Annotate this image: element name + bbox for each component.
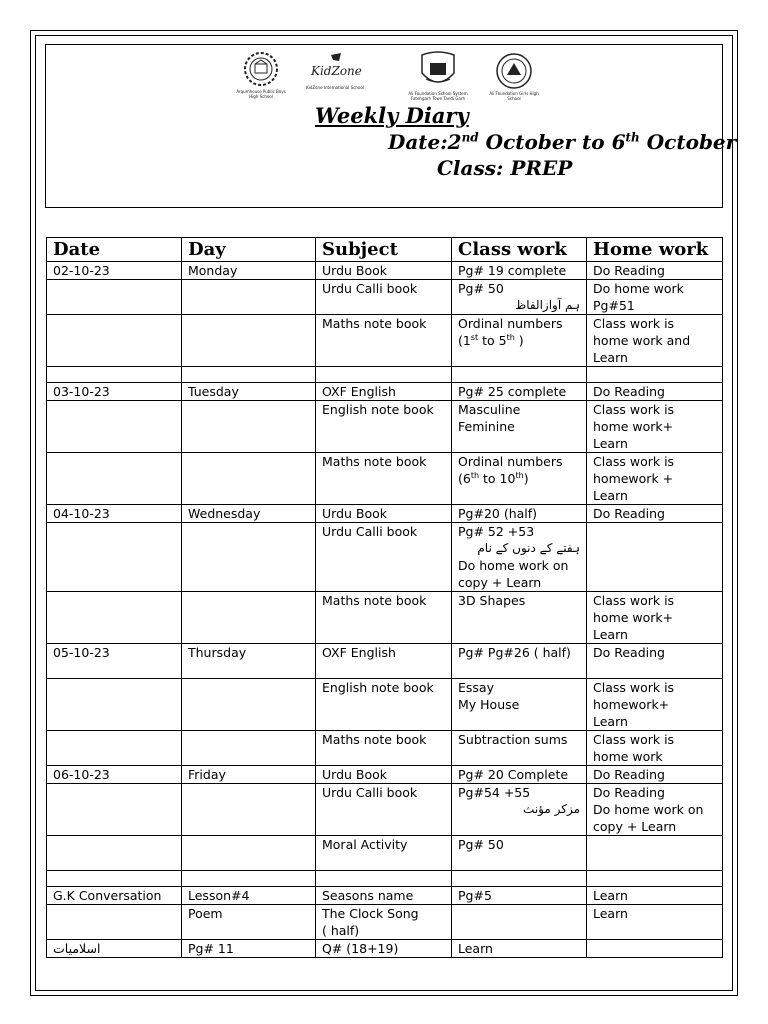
cell-classwork: Pg# 50 xyxy=(452,836,587,871)
cell-homework xyxy=(587,523,723,592)
cell-subject: Maths note book xyxy=(316,315,452,367)
cell-subject: Urdu Book xyxy=(316,262,452,280)
logo-aryanhouse xyxy=(233,51,289,99)
table-row xyxy=(47,315,723,367)
cell-subject: OXF English xyxy=(316,644,452,679)
cell-date: 05-10-23 xyxy=(47,644,182,679)
cell-subject: Q# (18+19) xyxy=(316,940,452,958)
cell-subject: English note book xyxy=(316,679,452,731)
cell-subject: Urdu Calli book xyxy=(316,280,452,315)
table-row xyxy=(47,784,723,836)
cell-subject: Urdu Calli book xyxy=(316,784,452,836)
cell-homework: Do Reading Do home work on copy + Learn xyxy=(587,784,723,836)
cell-homework: Class work is homework + Learn xyxy=(587,453,723,505)
column-header: Class work xyxy=(452,238,587,262)
cell-classwork: Pg# 20 Complete xyxy=(452,766,587,784)
cell-subject: Seasons name xyxy=(316,887,452,905)
cell-homework: Learn xyxy=(587,905,723,940)
cell-homework: Learn xyxy=(587,887,723,905)
cell-classwork: Pg# 50 ہم آوازالفاظ xyxy=(452,280,587,315)
table-row xyxy=(47,940,723,958)
cell-subject: Urdu Calli book xyxy=(316,523,452,592)
cell-subject: Urdu Book xyxy=(316,505,452,523)
cell-subject: Maths note book xyxy=(316,592,452,644)
cell-homework: Class work is home work+ Learn xyxy=(587,401,723,453)
cell-homework: Class work is home work xyxy=(587,731,723,766)
logo-caption: Ali Foundation School System Fatehgarh Town Tandi Garh xyxy=(408,91,468,101)
table-header-row xyxy=(47,238,723,262)
school-crest-icon xyxy=(416,51,460,91)
column-header: Day xyxy=(182,238,316,262)
table-row xyxy=(47,505,723,523)
round-seal-icon xyxy=(494,51,534,91)
cell-classwork: Pg# Pg#26 ( half) xyxy=(452,644,587,679)
kidzone-logo-icon xyxy=(307,51,363,85)
cell-homework: Class work is home work+ Learn xyxy=(587,592,723,644)
cell-subject: Urdu Book xyxy=(316,766,452,784)
table-row xyxy=(47,453,723,505)
cell-classwork: Subtraction sums xyxy=(452,731,587,766)
table-row xyxy=(47,383,723,401)
table-row xyxy=(47,731,723,766)
cell-homework: Do Reading xyxy=(587,644,723,679)
cell-date: G.K Conversation xyxy=(47,887,182,905)
cell-day: Tuesday xyxy=(182,383,316,401)
cell-day: Wednesday xyxy=(182,505,316,523)
cell-classwork: Learn xyxy=(452,940,587,958)
cell-date: 02-10-23 xyxy=(47,262,182,280)
cell-day: Friday xyxy=(182,766,316,784)
table-row xyxy=(47,592,723,644)
cell-classwork: Pg#54 +55 مزکر مؤنث xyxy=(452,784,587,836)
class-label: Class: PREP xyxy=(437,156,573,180)
cell-classwork: Pg#5 xyxy=(452,887,587,905)
cell-subject: English note book xyxy=(316,401,452,453)
date-range: Date:2nd October to 6th October xyxy=(388,130,737,154)
table-row xyxy=(47,679,723,731)
cell-date: 04-10-23 xyxy=(47,505,182,523)
cell-date: 06-10-23 xyxy=(47,766,182,784)
cell-day: Monday xyxy=(182,262,316,280)
column-header: Date xyxy=(47,238,182,262)
cell-homework: Do home work Pg#51 xyxy=(587,280,723,315)
svg-text:KidZone: KidZone xyxy=(311,64,362,78)
cell-day: Pg# 11 xyxy=(182,940,316,958)
cell-subject: OXF English xyxy=(316,383,452,401)
gear-seal-icon xyxy=(238,51,284,89)
cell-classwork: Pg#20 (half) xyxy=(452,505,587,523)
cell-day: Lesson#4 xyxy=(182,887,316,905)
table-row-spacer xyxy=(47,871,723,887)
cell-homework: Do Reading xyxy=(587,383,723,401)
cell-subject: Moral Activity xyxy=(316,836,452,871)
cell-homework: Class work is homework+ Learn xyxy=(587,679,723,731)
logo-kidzone xyxy=(305,51,365,90)
cell-day: Poem xyxy=(182,905,316,940)
cell-classwork: Essay My House xyxy=(452,679,587,731)
cell-classwork: Masculine Feminine xyxy=(452,401,587,453)
cell-homework: Do Reading xyxy=(587,505,723,523)
cell-homework: Class work is home work and Learn xyxy=(587,315,723,367)
logo-caption: Arqumhouse Public Boys High School xyxy=(236,89,286,99)
table-row xyxy=(47,766,723,784)
table-row xyxy=(47,887,723,905)
logo-caption: KidZone International School xyxy=(306,85,364,90)
cell-date: 03-10-23 xyxy=(47,383,182,401)
logo-ali-girls xyxy=(483,51,545,101)
table-row xyxy=(47,644,723,679)
logo-ali-foundation xyxy=(403,51,473,101)
page-title: Weekly Diary xyxy=(315,103,469,128)
cell-classwork: Ordinal numbers (1st to 5th ) xyxy=(452,315,587,367)
cell-subject: Maths note book xyxy=(316,453,452,505)
column-header: Subject xyxy=(316,238,452,262)
table-row xyxy=(47,262,723,280)
cell-day: Thursday xyxy=(182,644,316,679)
cell-classwork: Pg# 52 +53 ہفتے کے دنوں کے نام Do home work on copy + Learn xyxy=(452,523,587,592)
cell-classwork: Pg# 19 complete xyxy=(452,262,587,280)
table-row xyxy=(47,401,723,453)
table-row-spacer xyxy=(47,367,723,383)
diary-table xyxy=(46,237,723,958)
cell-subject: Maths note book xyxy=(316,731,452,766)
column-header: Home work xyxy=(587,238,723,262)
cell-homework: Do Reading xyxy=(587,766,723,784)
cell-classwork: 3D Shapes xyxy=(452,592,587,644)
cell-subject: The Clock Song ( half) xyxy=(316,905,452,940)
cell-date: اسلامیات xyxy=(47,940,182,958)
cell-homework xyxy=(587,940,723,958)
logo-strip xyxy=(225,51,555,106)
cell-classwork: Ordinal numbers (6th to 10th) xyxy=(452,453,587,505)
table-row xyxy=(47,523,723,592)
table-row xyxy=(47,280,723,315)
table-row xyxy=(47,905,723,940)
cell-homework: Do Reading xyxy=(587,262,723,280)
table-row xyxy=(47,836,723,871)
cell-classwork: Pg# 25 complete xyxy=(452,383,587,401)
logo-caption: Ali Foundation Girls High School xyxy=(489,91,539,101)
